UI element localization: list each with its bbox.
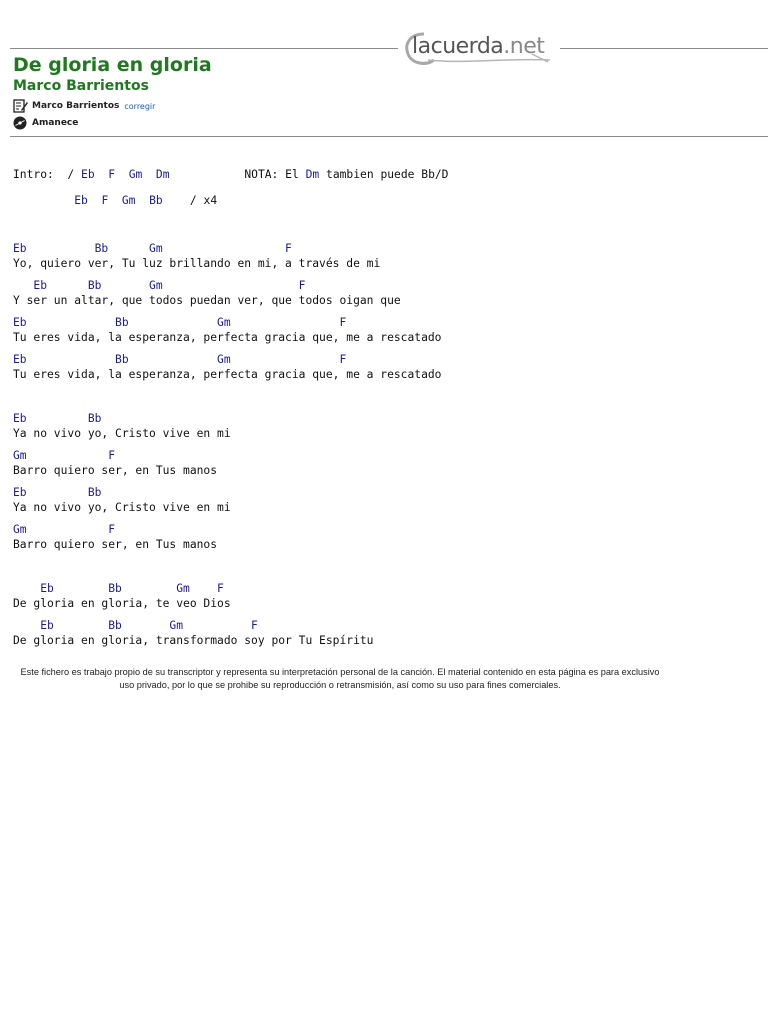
edit-link[interactable]: corregir [124, 101, 156, 111]
intro-line: Eb F Gm Bb / x4 [74, 193, 218, 207]
chord-line: Eb Bb Gm F [13, 242, 292, 255]
album-name[interactable]: Amanece [32, 118, 79, 128]
lyric-line: Tu eres vida, la esperanza, perfecta gracia que, me a rescatado [13, 330, 442, 344]
chord-line: Gm F [13, 523, 116, 536]
chord-line: Eb Bb [13, 412, 102, 425]
chord-line: Eb Bb Gm F [13, 279, 306, 292]
lyric-line: De gloria en gloria, te veo Dios [13, 596, 231, 610]
lyric-line: Ya no vivo yo, Cristo vive en mi [13, 426, 231, 440]
chord-line: Eb Bb Gm F [13, 582, 224, 595]
header-divider-left [10, 48, 398, 49]
logo-text [412, 34, 544, 59]
chord-line: Gm F [13, 449, 116, 462]
site-logo[interactable] [404, 30, 556, 70]
lyric-line: Y ser un altar, que todos puedan ver, que todos oigan que [13, 293, 401, 307]
lyric-line: Yo, quiero ver, Tu luz brillando en mi, a través de mi [13, 256, 381, 270]
intro-line: Intro: / Eb F Gm Dm NOTA: El Dm tambien puede Bb/D [13, 168, 449, 181]
logo-name: lacuerda [412, 34, 504, 59]
chord-line: Eb Bb [13, 486, 102, 499]
lyric-line: Barro quiero ser, en Tus manos [13, 537, 218, 551]
logo-tld: .net [503, 34, 545, 59]
chord-line: Eb Bb Gm F [13, 353, 347, 366]
song-artist[interactable]: Marco Barrientos [13, 78, 149, 94]
lyric-line: Barro quiero ser, en Tus manos [13, 463, 218, 477]
lyric-line: Ya no vivo yo, Cristo vive en mi [13, 500, 231, 514]
header-divider-right [560, 48, 768, 49]
lyric-line: De gloria en gloria, transformado soy por Tu Espíritu [13, 633, 374, 647]
chord-sheet [13, 168, 448, 648]
lyric-line: Tu eres vida, la esperanza, perfecta gracia que, me a rescatado [13, 367, 442, 381]
song-title[interactable]: De gloria en gloria [13, 54, 212, 76]
chord-line: Eb Bb Gm F [13, 619, 258, 632]
header-divider-bottom [10, 136, 768, 137]
copyright-notice: Este fichero es trabajo propio de su transcriptor y representa su interpretación personal de la canción. El material contenido en esta página es para exclusivo uso privado, por lo que se prohibe su reproducción o retransmisión, así como su uso para fines comerciales. [20, 667, 660, 690]
edit-document-icon [13, 99, 28, 113]
disc-icon [13, 116, 28, 130]
chord-line: Eb Bb Gm F [13, 316, 347, 329]
transcriber-row [13, 99, 155, 113]
album-row [13, 116, 78, 130]
transcriber-name[interactable]: Marco Barrientos [32, 101, 120, 111]
